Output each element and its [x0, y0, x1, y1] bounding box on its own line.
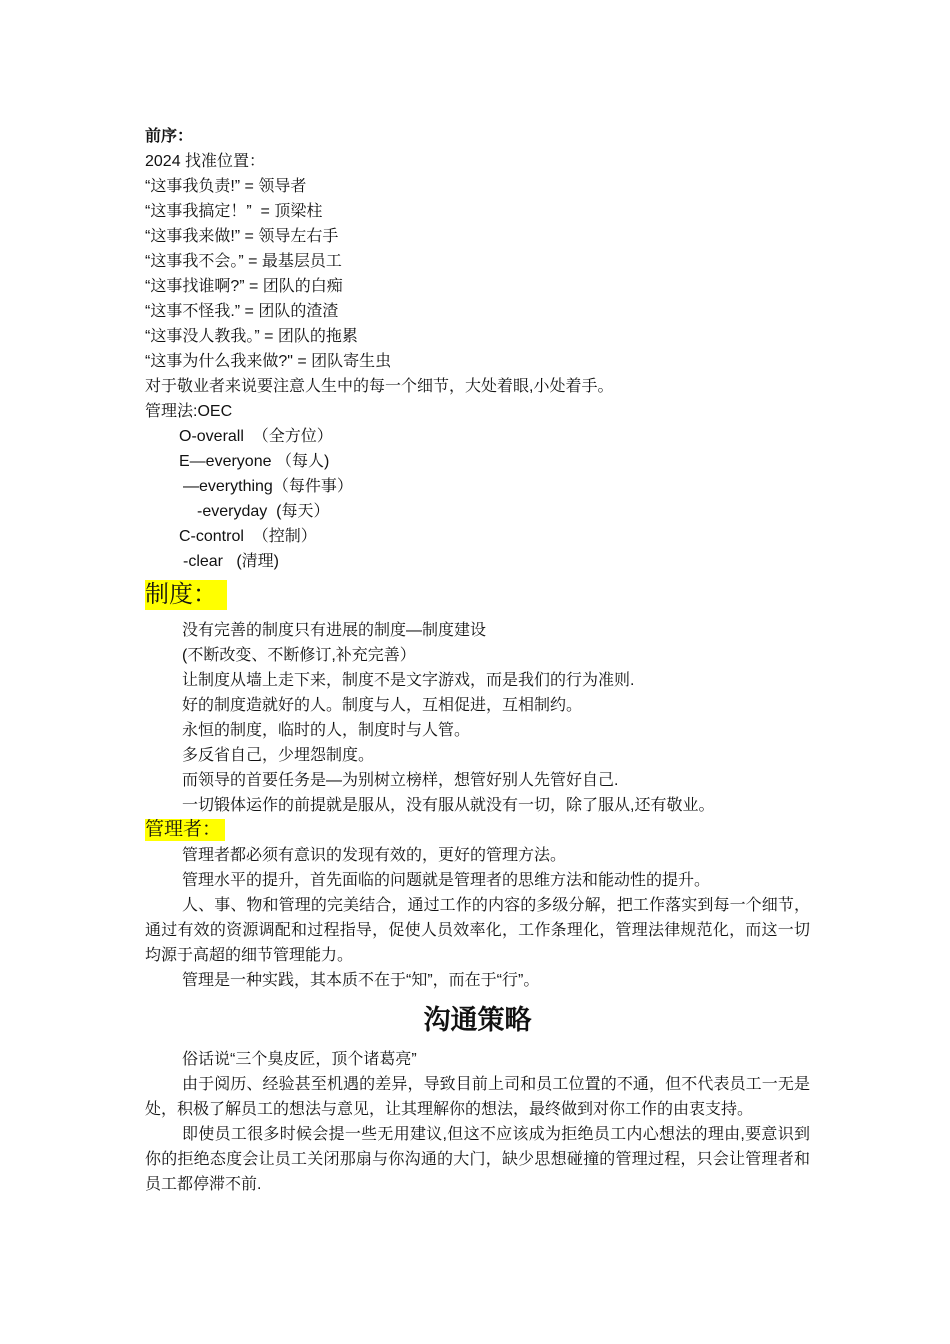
- system-line: 永恒的制度，临时的人，制度时与人管。: [182, 722, 471, 739]
- system-line: 让制度从墙上走下来，制度不是文字游戏，而是我们的行为准则.: [182, 672, 635, 689]
- manager-paragraph: 人、事、物和管理的完美结合，通过工作的内容的多级分解，把工作落实到每一个细节，通过有效的资源调配和过程指导，促使人员效率化，工作条理化，管理法律规范化，而这一切均源于高超的细节管理能力。: [145, 897, 810, 964]
- manager-line: 管理者都必须有意识的发现有效的，更好的管理方法。: [182, 847, 567, 864]
- summary-line: 对于敬业者来说要注意人生中的每一个细节，大处着眼,小处着手。: [145, 378, 614, 395]
- system-line: 没有完善的制度只有进展的制度—制度建设: [182, 622, 487, 639]
- oec-item: —everything（每件事）: [183, 478, 353, 495]
- quote-line: “这事我搞定！” = 顶梁柱: [145, 203, 323, 220]
- system-line: 而领导的首要任务是—为别树立榜样，想管好别人先管好自己.: [182, 772, 619, 789]
- manager-line: 管理水平的提升，首先面临的问题就是管理者的思维方法和能动性的提升。: [182, 872, 711, 889]
- oec-item: -clear (清理): [183, 553, 280, 570]
- preface-heading: 前序：: [145, 128, 194, 145]
- oec-item: C-control （控制）: [179, 528, 317, 545]
- quote-line: “这事我负责!” = 领导者: [145, 178, 307, 195]
- manager-heading: 管理者：: [145, 819, 225, 841]
- oec-item: -everyday (每天）: [197, 503, 330, 520]
- oec-item: E—everyone （每人): [179, 453, 330, 470]
- quote-line: “这事不怪我.” = 团队的渣渣: [145, 303, 339, 320]
- system-heading: 制度：: [145, 580, 227, 610]
- oec-label: 管理法:OEC: [145, 403, 233, 420]
- quote-line: “这事为什么我来做?" = 团队寄生虫: [145, 353, 392, 370]
- system-line: 好的制度造就好的人。制度与人，互相促进，互相制约。: [182, 697, 583, 714]
- communication-paragraph-2: 即使员工很多时候会提一些无用建议,但这不应该成为拒绝员工内心想法的理由,要意识到你的拒绝态度会让员工关闭那扇与你沟通的大门，缺少思想碰撞的管理过程，只会让管理者和员工都停滞不前.: [145, 1126, 810, 1193]
- document-body: [145, 124, 810, 1197]
- system-line: 多反省自己，少埋怨制度。: [182, 747, 375, 764]
- quote-line: “这事找谁啊?” = 团队的白痴: [145, 278, 343, 295]
- year-line: 2024 找准位置：: [145, 153, 266, 170]
- quote-line: “这事我来做!” = 领导左右手: [145, 228, 339, 245]
- quote-line: “这事没人教我。” = 团队的拖累: [145, 328, 358, 345]
- section-title: 沟通策略: [423, 1005, 532, 1035]
- system-line: 一切锻体运作的前提就是服从，没有服从就没有一切，除了服从,还有敬业。: [182, 797, 715, 814]
- manager-last-line: 管理是一种实践，其本质不在于“知”，而在于“行”。: [182, 972, 540, 989]
- system-line: (不断改变、不断修订,补充完善）: [182, 647, 416, 664]
- quote-line: “这事我不会。” = 最基层员工: [145, 253, 342, 270]
- oec-item: O-overall （全方位）: [179, 428, 333, 445]
- proverb-line: 俗话说“三个臭皮匠，顶个诸葛亮”: [182, 1051, 417, 1068]
- communication-paragraph-1: 由于阅历、经验甚至机遇的差异，导致目前上司和员工位置的不通，但不代表员工一无是处，积极了解员工的想法与意见，让其理解你的想法，最终做到对你工作的由衷支持。: [145, 1076, 810, 1118]
